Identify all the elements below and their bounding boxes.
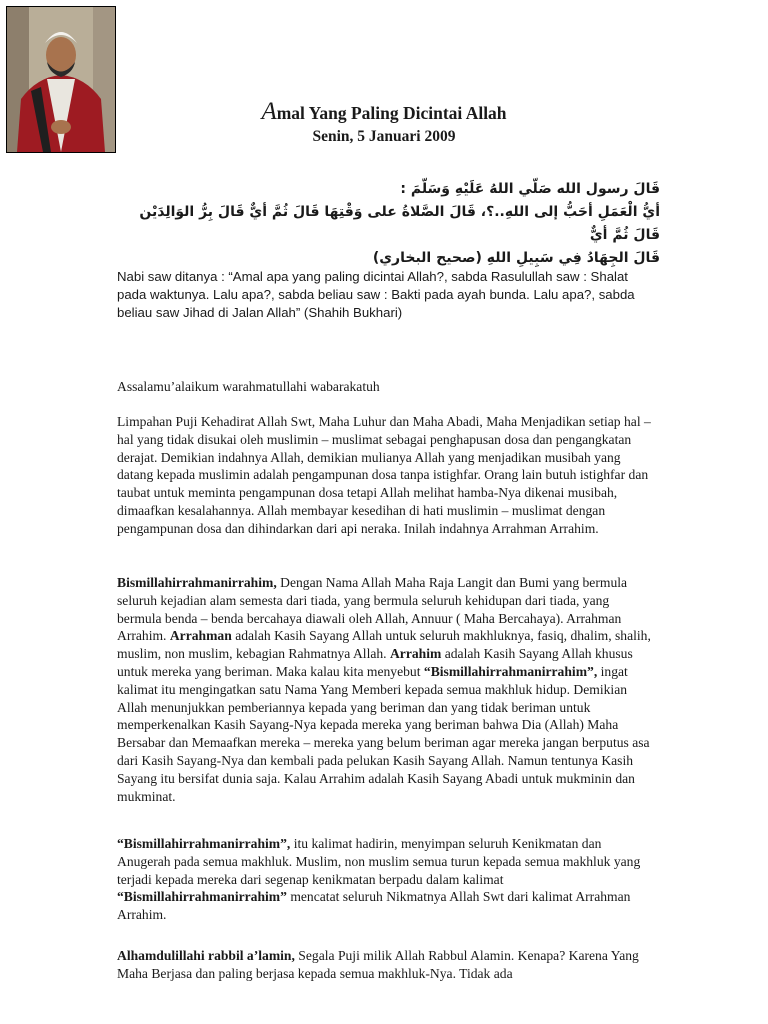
document-title	[0, 98, 768, 126]
text-run: itu kalimat hadirin, menyimpan seluruh Kenikmatan dan Anugerah pada semua makhluk. Muslim, non muslim semua turun kepada semua makhluk yang terjadi kepada mereka dari segenap kenikmatan berpadu dalam kalimat	[117, 836, 641, 887]
bold-phrase: Arrahim	[389, 646, 442, 662]
arabic-line: أيُّ الْعَمَلِ أحَبُّ إلى اللهِ..؟، قَالَ الصَّلاةُ على وَقْتِهَا قَالَ ثُمَّ أيٌّ قَالَ بِرُّ الوَالِدَيْن قَالَ ثُمَّ أيٌّ	[139, 204, 660, 243]
bold-phrase: “Bismillahirrahmanirrahim”,	[117, 836, 291, 851]
arabic-line: قَالَ الجِهَادُ فِي سَبِيلِ اللهِ (صحيح البخاري)	[372, 250, 660, 266]
body-paragraph	[117, 835, 657, 924]
text-run: adalah Kasih Sayang Allah khusus untuk mereka yang beriman. Maka kalau kita menyebut	[117, 646, 633, 679]
title-text: mal Yang Paling Dicintai Allah	[276, 103, 507, 123]
bold-phrase: “Bismillahirrahmanirrahim”,	[423, 663, 598, 679]
body-paragraph	[117, 947, 657, 983]
text-run: Segala Puji milik Allah Rabbul Alamin. Kenapa? Karena Yang Maha Berjasa dan paling berjasa kepada semua makhluk-Nya. Tidak ada	[117, 948, 639, 981]
text-run: Limpahan Puji Kehadirat Allah Swt, Maha Luhur dan Maha Abadi, Maha Menjadikan setiap hal – hal yang tidak disukai oleh muslimin – muslimat sebagai penghapusan dosa dan pengangkatan derajat. Demikian indahnya Allah, demikian mulianya Allah yang menjadikan musibah yang datang kepada muslimin adalah pengampunan dosa tanpa istighfar. Orang lain butuh istighfar dan taubat untuk meminta pengampunan dosa tetapi Allah melihat hamba-Nya dikenai musibah, dimaafkan kesalahannya. Allah membayar kesedihan di hati muslimin – muslimat dengan pengampunan dosa dan dihindarkan dari api neraka. Inilah indahnya Arrahman Arrahim.	[117, 414, 651, 536]
greeting: Assalamu’alaikum warahmatullahi wabarakatuh	[117, 379, 380, 394]
bold-phrase: Bismillahirrahmanirrahim,	[117, 575, 277, 590]
bold-phrase: “Bismillahirrahmanirrahim”	[117, 889, 287, 905]
text-run: Dengan Nama Allah Maha Raja Langit dan Bumi yang bermula seluruh kejadian alam semesta dari tiada, yang bermula seluruh kehidupan dari tiada, yang bermula benda – benda bercahaya diawali oleh Allah, Annuur ( Maha Bercahaya). Arrahman Arrahim.	[117, 575, 628, 644]
hadith-translation: Nabi saw ditanya : “Amal apa yang paling dicintai Allah?, sabda Rasulullah saw : Shalat pada waktunya. Lalu apa?, sabda beliau saw : Bakti pada ayah bunda. Lalu apa?, sabda beliau saw Jihad di Jalan Allah” (Shahih Bukhari)	[117, 269, 635, 320]
arabic-line: قَالَ رسول الله صَلّي اللهُ عَلَيْهِ وَسَلّمَ :	[400, 181, 660, 197]
arabic-hadith	[130, 178, 660, 270]
document-date: Senin, 5 Januari 2009	[312, 128, 456, 145]
bold-phrase: Arrahman	[169, 628, 232, 644]
body-paragraph	[117, 574, 657, 805]
text-run: ingat kalimat itu mengingatkan satu Nama Yang Memberi kepada semua makhluk hidup. Demikian Allah menunjukkan pemberiannya kepada yang beriman dan yang tidak beriman untuk memperkenalkan Kasih Sayang-Nya kepada mereka yang beriman bahwa Dia (Allah) Maha Bersabar dan Memaafkan mereka – mereka yang belum beriman agar mereka jangan berputus asa dari Kasih Sayang-Nya dan kembali pada pelukan Kasih Sayang Allah. Namun tentunya Kasih Sayang itu bersifat dunia saja. Kalau Arrahim adalah Kasih Sayang Abadi untuk mukminin dan mukminat.	[117, 663, 650, 804]
bold-phrase: Alhamdulillahi rabbil a’lamin,	[117, 948, 295, 963]
text-run: adalah Kasih Sayang Allah untuk seluruh makhluknya, fasiq, dhalim, shalih, muslim, non muslim, kebagian Rahmatnya Allah.	[117, 628, 651, 662]
text-run: mencatat seluruh Nikmatnya Allah Swt dari kalimat Arrahman Arrahim.	[117, 889, 631, 923]
body-paragraph	[117, 413, 657, 538]
title-dropcap: A	[261, 98, 277, 125]
